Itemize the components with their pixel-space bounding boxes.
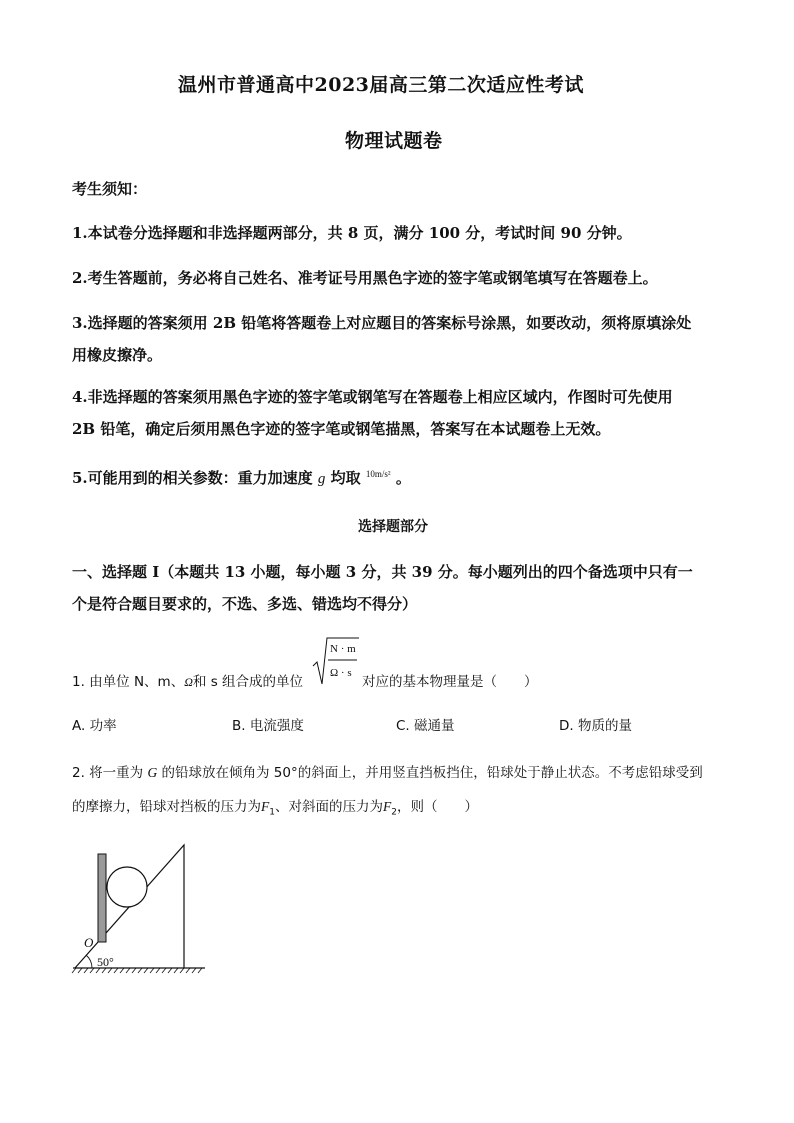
q1-option-c: C. 磁通量 <box>396 718 455 734</box>
label-o: O <box>84 935 94 950</box>
q2-line1-b: 的铅球放在倾角为 50°的斜面上，并用竖直挡板挡住，铅球处于静止状态。不考虑铅球受到 <box>161 765 703 781</box>
notice-item-5-mid: 均取 <box>330 469 361 487</box>
q2-figure <box>70 840 210 980</box>
notice-item-3-line1: 3.选择题的答案须用 2B 铅笔将答题卷上对应题目的答案标号涂黑，如要改动，须将原填涂处 <box>72 314 692 332</box>
angle-arc <box>86 955 92 968</box>
part1-instructions-line1: 一、选择题 I（本题共 13 小题，每小题 3 分，共 39 分。每小题列出的四个备选项中只有一 <box>72 563 693 581</box>
lead-ball <box>107 867 147 907</box>
notice-item-4-line1: 4.非选择题的答案须用黑色字迹的签字笔或钢笔写在答题卷上相应区域内，作图时可先使用 <box>72 388 673 406</box>
q1-option-a: A. 功率 <box>72 718 117 734</box>
q1-stem-prefix: 1. 由单位 N、m、 <box>72 674 185 690</box>
q2-stem-line2 <box>72 795 478 818</box>
q1-stem <box>72 670 303 690</box>
force-f1-symbol: F <box>261 799 270 814</box>
q1-stem-mid: 和 s 组合成的单位 <box>192 674 304 690</box>
q2-line2-a: 的摩擦力，铅球对挡板的压力为 <box>72 799 261 815</box>
notice-item-5-end: 。 <box>395 469 411 487</box>
ground-hatching <box>72 968 202 973</box>
notice-item-2: 2.考生答题前，务必将自己姓名、准考证号用黑色字迹的签字笔或钢笔填写在答题卷上。 <box>72 269 658 287</box>
force-f1-subscript: 1 <box>269 807 275 818</box>
q1-option-b: B. 电流强度 <box>232 718 304 734</box>
q2-stem-line1 <box>72 761 703 781</box>
baffle-board <box>98 854 106 942</box>
force-f2-symbol: F <box>382 799 392 814</box>
q2-line1-a: 2. 将一重为 <box>72 765 144 781</box>
q1-fraction-denominator: Ω · s <box>330 667 352 679</box>
section-title: 选择题部分 <box>358 519 428 535</box>
notice-item-1: 1.本试卷分选择题和非选择题两部分，共 8 页，满分 100 分，考试时间 90 分钟。 <box>72 224 632 242</box>
label-angle: 50° <box>97 955 114 969</box>
q2-line2-c: ，则（ ） <box>396 799 478 815</box>
omega-symbol: Ω <box>184 675 193 689</box>
exam-subtitle: 物理试题卷 <box>345 130 443 152</box>
q2-line2-b: 、对斜面的压力为 <box>274 799 383 815</box>
q1-stem-suffix: 对应的基本物理量是（ ） <box>362 674 538 690</box>
q1-option-d: D. 物质的量 <box>559 718 632 734</box>
part1-instructions-line2: 个是符合题目要求的，不选、多选、错选均不得分） <box>72 595 418 613</box>
notice-item-4-line2: 2B 铅笔，确定后须用黑色字迹的签字笔或钢笔描黑，答案写在本试题卷上无效。 <box>72 420 611 438</box>
gravity-symbol: g <box>317 471 326 487</box>
exam-title: 温州市普通高中2023届高三第二次适应性考试 <box>178 74 584 96</box>
notice-item-5-prefix: 5.可能用到的相关参数：重力加速度 <box>72 469 313 487</box>
weight-symbol: G <box>147 765 158 780</box>
force-f2-subscript: 2 <box>391 807 397 818</box>
q1-fraction-numerator: N · m <box>330 643 356 655</box>
notice-item-3-line2: 用橡皮擦净。 <box>72 346 163 364</box>
gravity-value: 10m/s² <box>365 469 391 479</box>
notice-item-5 <box>72 467 411 488</box>
notice-heading: 考生须知： <box>72 180 148 198</box>
